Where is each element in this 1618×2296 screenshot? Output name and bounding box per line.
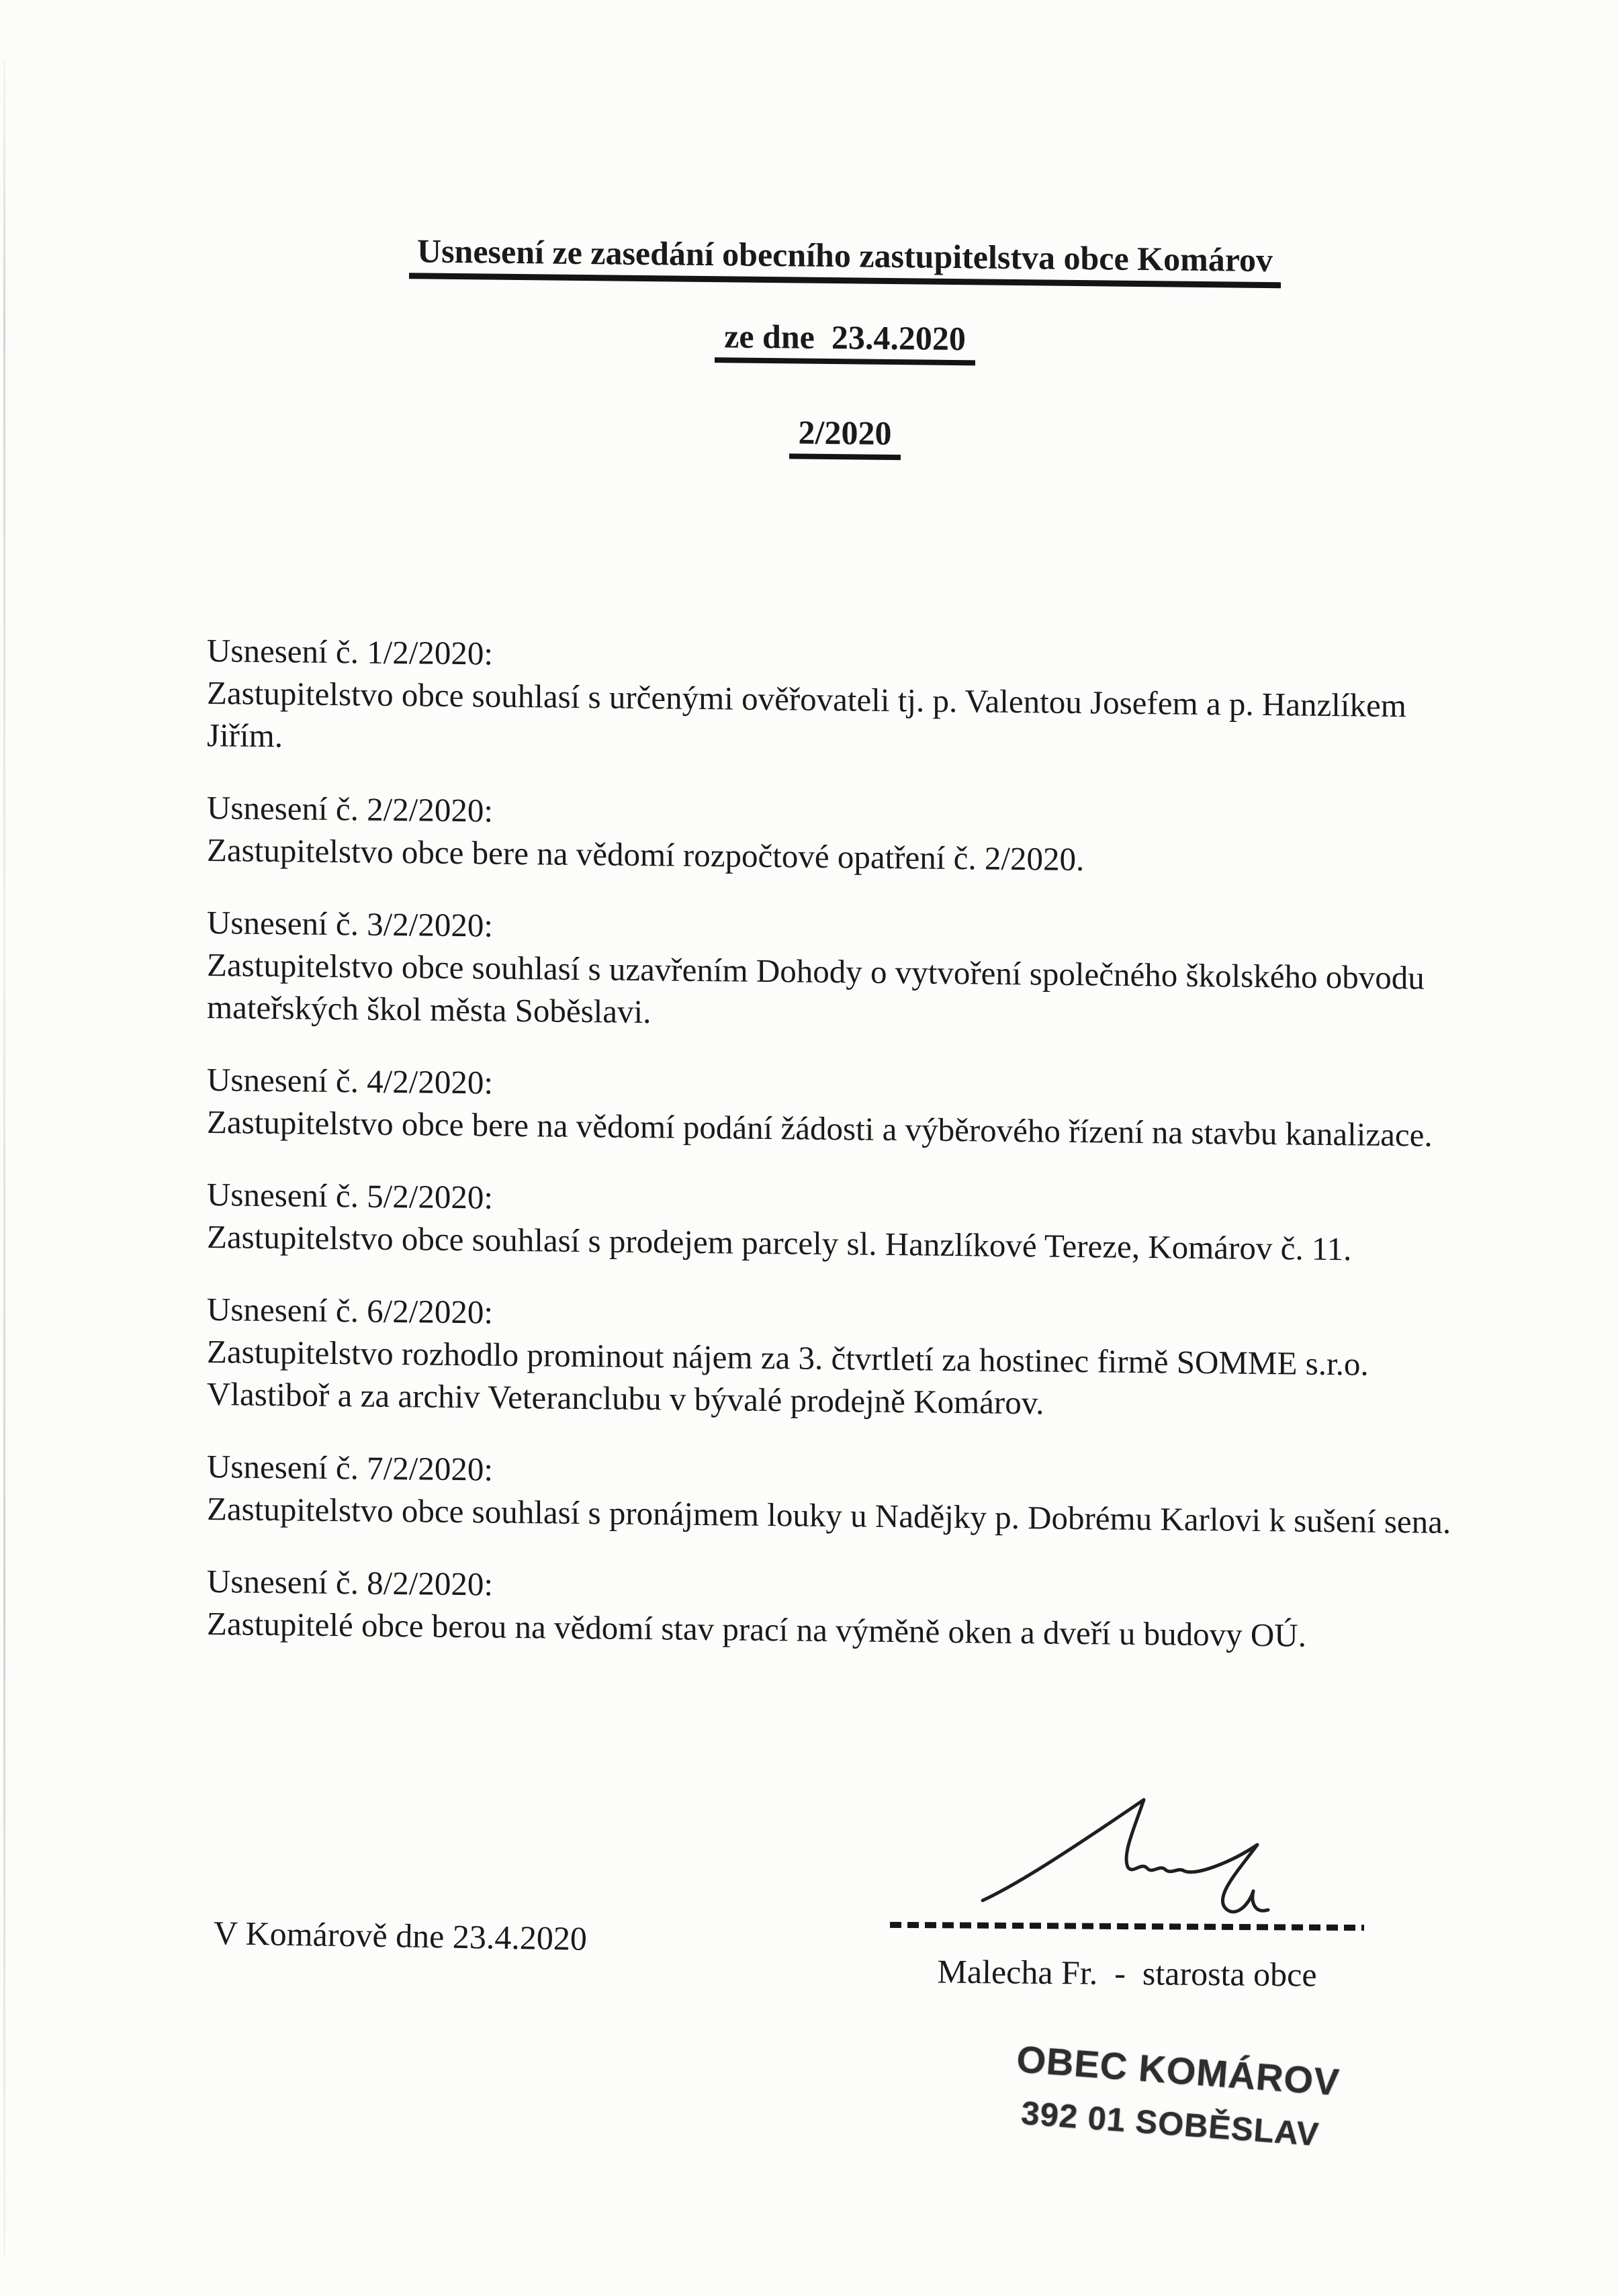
resolution-heading: Usnesení č. 1/2/2020: xyxy=(207,632,493,672)
place-and-date: V Komárově dne 23.4.2020 xyxy=(213,1914,588,1958)
municipal-office-stamp xyxy=(983,2036,1369,2158)
resolution-text: Zastupitelstvo obce bere na vědomí rozpočtové opatření č. 2/2020. xyxy=(207,831,1085,878)
resolution-heading: Usnesení č. 6/2/2020: xyxy=(207,1291,493,1331)
resolution-text: Zastupitelstvo obce souhlasí s pronájmem louky u Nadějky p. Dobrému Karlovi k sušení sena. xyxy=(207,1490,1451,1541)
resolution-text: Zastupitelstvo obce souhlasí s určenými ověřovateli tj. p. Valentou Josefem a p. Hanzlíkem Jiřím. xyxy=(207,674,1406,755)
signer-name-and-title: Malecha Fr. - starosta obce xyxy=(937,1952,1317,1994)
resolution-block-2 xyxy=(207,786,1483,885)
meeting-date-line: ze dne 23.4.2020 xyxy=(207,312,1483,371)
resolution-text: Zastupitelé obce berou na vědomí stav prací na výměně oken a dveří u budovy OÚ. xyxy=(207,1605,1306,1654)
document-title: Usnesení ze zasedání obecního zastupitelstva obce Komárov xyxy=(207,230,1483,291)
stamp-municipality-name: OBEC KOMÁROV xyxy=(1015,2037,1341,2104)
document-number-line: 2/2020 xyxy=(207,407,1483,467)
resolution-block-6 xyxy=(207,1288,1483,1429)
stamp-postal-address: 392 01 SOBĚSLAV xyxy=(1020,2095,1320,2154)
document-content xyxy=(207,0,1483,1689)
resolution-text: Zastupitelstvo obce souhlasí s uzavřením Dohody o vytvoření společného školského obvodu mateřských škol města Soběslavi. xyxy=(207,946,1425,1031)
resolution-text: Zastupitelstvo obce souhlasí s prodejem parcely sl. Hanzlíkové Tereze, Komárov č. 11. xyxy=(207,1218,1352,1268)
resolution-block-7 xyxy=(207,1445,1483,1544)
resolution-heading: Usnesení č. 2/2/2020: xyxy=(207,789,493,829)
resolution-heading: Usnesení č. 5/2/2020: xyxy=(207,1176,493,1216)
resolution-block-1 xyxy=(207,629,1483,770)
scan-edge-artifact xyxy=(3,60,5,2256)
resolution-text: Zastupitelstvo rozhodlo prominout nájem za 3. čtvrtletí za hostinec firmě SOMME s.r.o. Vlastiboř a za archiv Veteranclubu v bývalé prodejně Komárov. xyxy=(207,1333,1369,1422)
resolution-text: Zastupitelstvo obce bere na vědomí podání žádosti a výběrového řízení na stavbu kanalizace. xyxy=(207,1103,1433,1154)
document-header xyxy=(207,230,1483,467)
resolution-heading: Usnesení č. 4/2/2020: xyxy=(207,1061,493,1101)
resolution-heading: Usnesení č. 7/2/2020: xyxy=(207,1448,493,1488)
resolution-block-4 xyxy=(207,1058,1483,1157)
resolution-block-5 xyxy=(207,1173,1483,1272)
resolution-heading: Usnesení č. 3/2/2020: xyxy=(207,904,493,944)
resolution-block-3 xyxy=(207,901,1483,1042)
resolutions-list xyxy=(207,629,1483,1659)
resolution-heading: Usnesení č. 8/2/2020: xyxy=(207,1563,493,1603)
handwritten-signature-image xyxy=(971,1769,1286,1937)
resolution-block-8 xyxy=(207,1560,1483,1659)
